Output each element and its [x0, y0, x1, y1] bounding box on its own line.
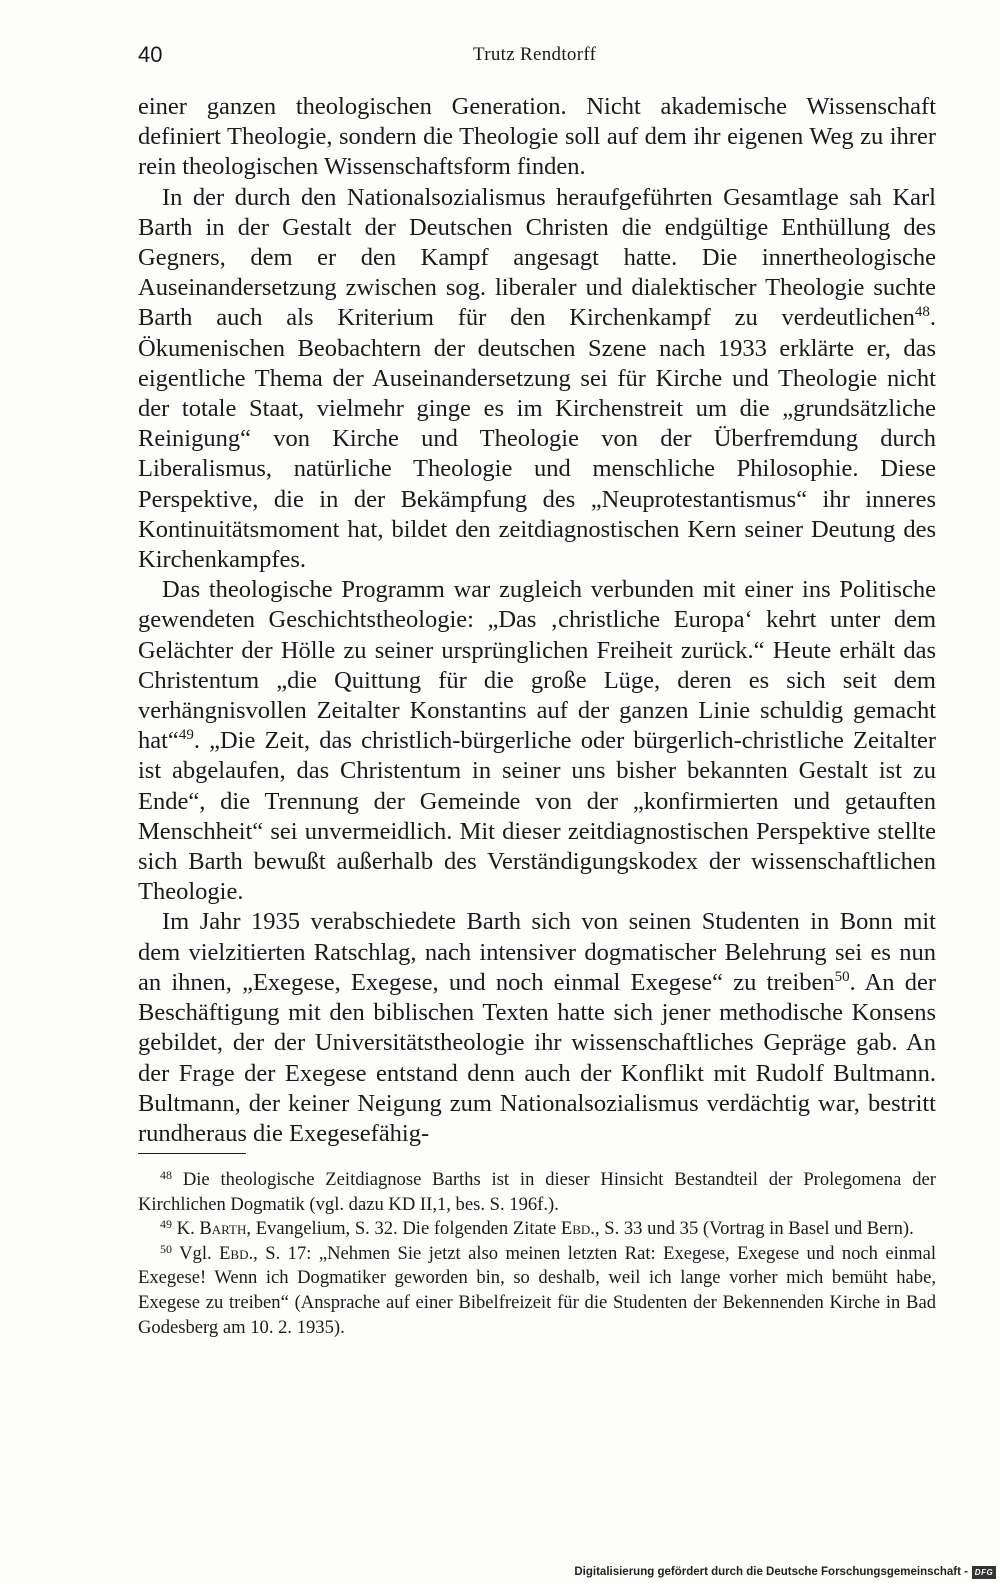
footnote-49-number: 49 — [160, 1217, 172, 1232]
footnote-divider — [138, 1153, 246, 1154]
footnote-49-text-mid: , Evangelium, S. 32. Die folgenden Zitate — [246, 1218, 561, 1240]
footnote-50-text-post: , S. 17: „Nehmen Sie jetzt also meinen letzten Rat: Exegese, Exegese und noch einmal Exegese! Wenn ich Dogmatiker geworden bin, so deshalb, weil ich lange vorher mich bemüht habe, Exegese zu treiben“ (Ansprache auf einer Bibelfreizeit für die Studenten der Bekennenden Kirche in Bad Godesberg am 10. 2. 1935). — [138, 1242, 937, 1338]
paragraph-2 — [138, 183, 936, 576]
credit-text: Digitalisierung gefördert durch die Deutsche Forschungsgemeinschaft - — [574, 1566, 968, 1578]
footnote-50-text-pre: Vgl. — [172, 1242, 220, 1264]
paragraph-2-text-a: In der durch den Nationalsozialismus heraufgeführten Gesamtlage sah Karl Barth in der Gestalt der Deutschen Christen die endgültige Enthüllung des Gegners, dem er den Kampf angesagt hatte. Die innertheologische Auseinandersetzung zwischen sog. liberaler und dialektischer Theologie suchte Barth auch als Kriterium für den Kirchenkampf zu verdeutlichen — [138, 183, 936, 332]
paragraph-4 — [138, 907, 936, 1149]
digitization-credit — [574, 1563, 996, 1581]
dfg-logo-icon: DFG — [972, 1566, 996, 1579]
paragraph-2-text-b: . Ökumenischen Beobachtern der deutschen Szene nach 1933 erklärte er, das eigentliche Thema der Auseinandersetzung sei für Kirche und Theologie nicht der totale Staat, vielmehr ginge es im Kirchenstreit um die „grundsätzliche Reinigung“ von Kirche und Theologie von der Überfremdung durch Liberalismus, natürliche Theologie und menschliche Philosophie. Diese Perspektive, die in der Bekämpfung des „Neuprotestantismus“ ihr inneres Kontinuitätsmoment hat, bildet den zeitdiagnostischen Kern seiner Deutung des Kirchenkampfes. — [138, 304, 936, 574]
footnote-48-number: 48 — [160, 1168, 172, 1182]
paragraph-1 — [138, 92, 936, 183]
footnotes — [138, 1168, 936, 1340]
footnote-ref-48[interactable]: 48 — [914, 304, 930, 321]
footnote-48 — [138, 1168, 936, 1217]
paragraph-4-text-b: . An der Beschäftigung mit den biblischen Texten hatte sich jener methodische Konsens gebildet, der der Universitätstheologie ihr wissenschaftliches Gepräge gab. An der Frage der Exegese entstand denn auch der Konflikt mit Rudolf Bultmann. Bultmann, der keiner Neigung zum Nationalsozialismus verdächtig war, bestritt rundheraus die Exegesefähig- — [138, 968, 936, 1147]
paragraph-1-text: einer ganzen theologischen Generation. Nicht akademische Wissenschaft definiert Theologie, sondern die Theologie soll auf dem ihr eigenen Weg zu ihrer rein theologischen Wissenschaftsform finden. — [138, 93, 936, 181]
running-head: Trutz Rendtorff — [473, 44, 597, 65]
footnote-49-text-post: , S. 33 und 35 (Vortrag in Basel und Bern). — [594, 1218, 914, 1240]
footnote-ref-50[interactable]: 50 — [834, 968, 850, 985]
footnote-ref-49[interactable]: 49 — [178, 727, 194, 744]
paragraph-3 — [138, 575, 936, 907]
footnote-49-text-pre: K. — [172, 1218, 200, 1240]
page-number: 40 — [138, 42, 163, 67]
footnote-50-ebd: Ebd. — [219, 1242, 254, 1264]
paragraph-3-text-b: . „Die Zeit, das christlich-bürgerliche oder bürgerlich-christliche Zeitalter ist abgelaufen, das Christentum in seiner uns bisher bekannten Gestalt ist zu Ende“, die Trennung der Gemeinde von der „konfirmierten und getauften Menschheit“ sei unvermeidlich. Mit dieser zeitdiagnostischen Perspektive stellte sich Barth bewußt außerhalb des Verständigungskodex der wissenschaftlichen Theologie. — [138, 727, 936, 906]
paragraph-3-text-a: Das theologische Programm war zugleich verbunden mit einer ins Politische gewendeten Geschichtstheologie: „Das ‚christliche Europa‘ kehrt unter dem Gelächter der Hölle zu seiner ursprünglichen Freiheit zurück.“ Heute erhält das Christentum „die Quittung für die große Lüge, deren es sich seit dem verhängnisvollen Zeitalter Konstantins auf der ganzen Linie schuldig gemacht hat“ — [138, 576, 936, 755]
footnote-50-number: 50 — [160, 1241, 172, 1256]
footnote-49-ebd: Ebd. — [560, 1218, 595, 1240]
body-text — [138, 92, 936, 1149]
footnote-49 — [138, 1217, 936, 1242]
page-header — [138, 42, 938, 76]
footnote-50 — [138, 1242, 936, 1340]
footnote-49-author: Barth — [199, 1218, 247, 1240]
footnote-48-text: Die theologische Zeitdiagnose Barths ist in dieser Hinsicht Bestandteil der Prolegomena der Kirchlichen Dogmatik (vgl. dazu KD II,1, bes. S. 196f.). — [138, 1169, 936, 1215]
paragraph-4-text-a: Im Jahr 1935 verabschiedete Barth sich von seinen Studenten in Bonn mit dem vielzitierten Ratschlag, nach intensiver dogmatischer Belehrung sei es nun an ihnen, „Exegese, Exegese, und noch einmal Exegese“ zu treiben — [138, 908, 936, 996]
